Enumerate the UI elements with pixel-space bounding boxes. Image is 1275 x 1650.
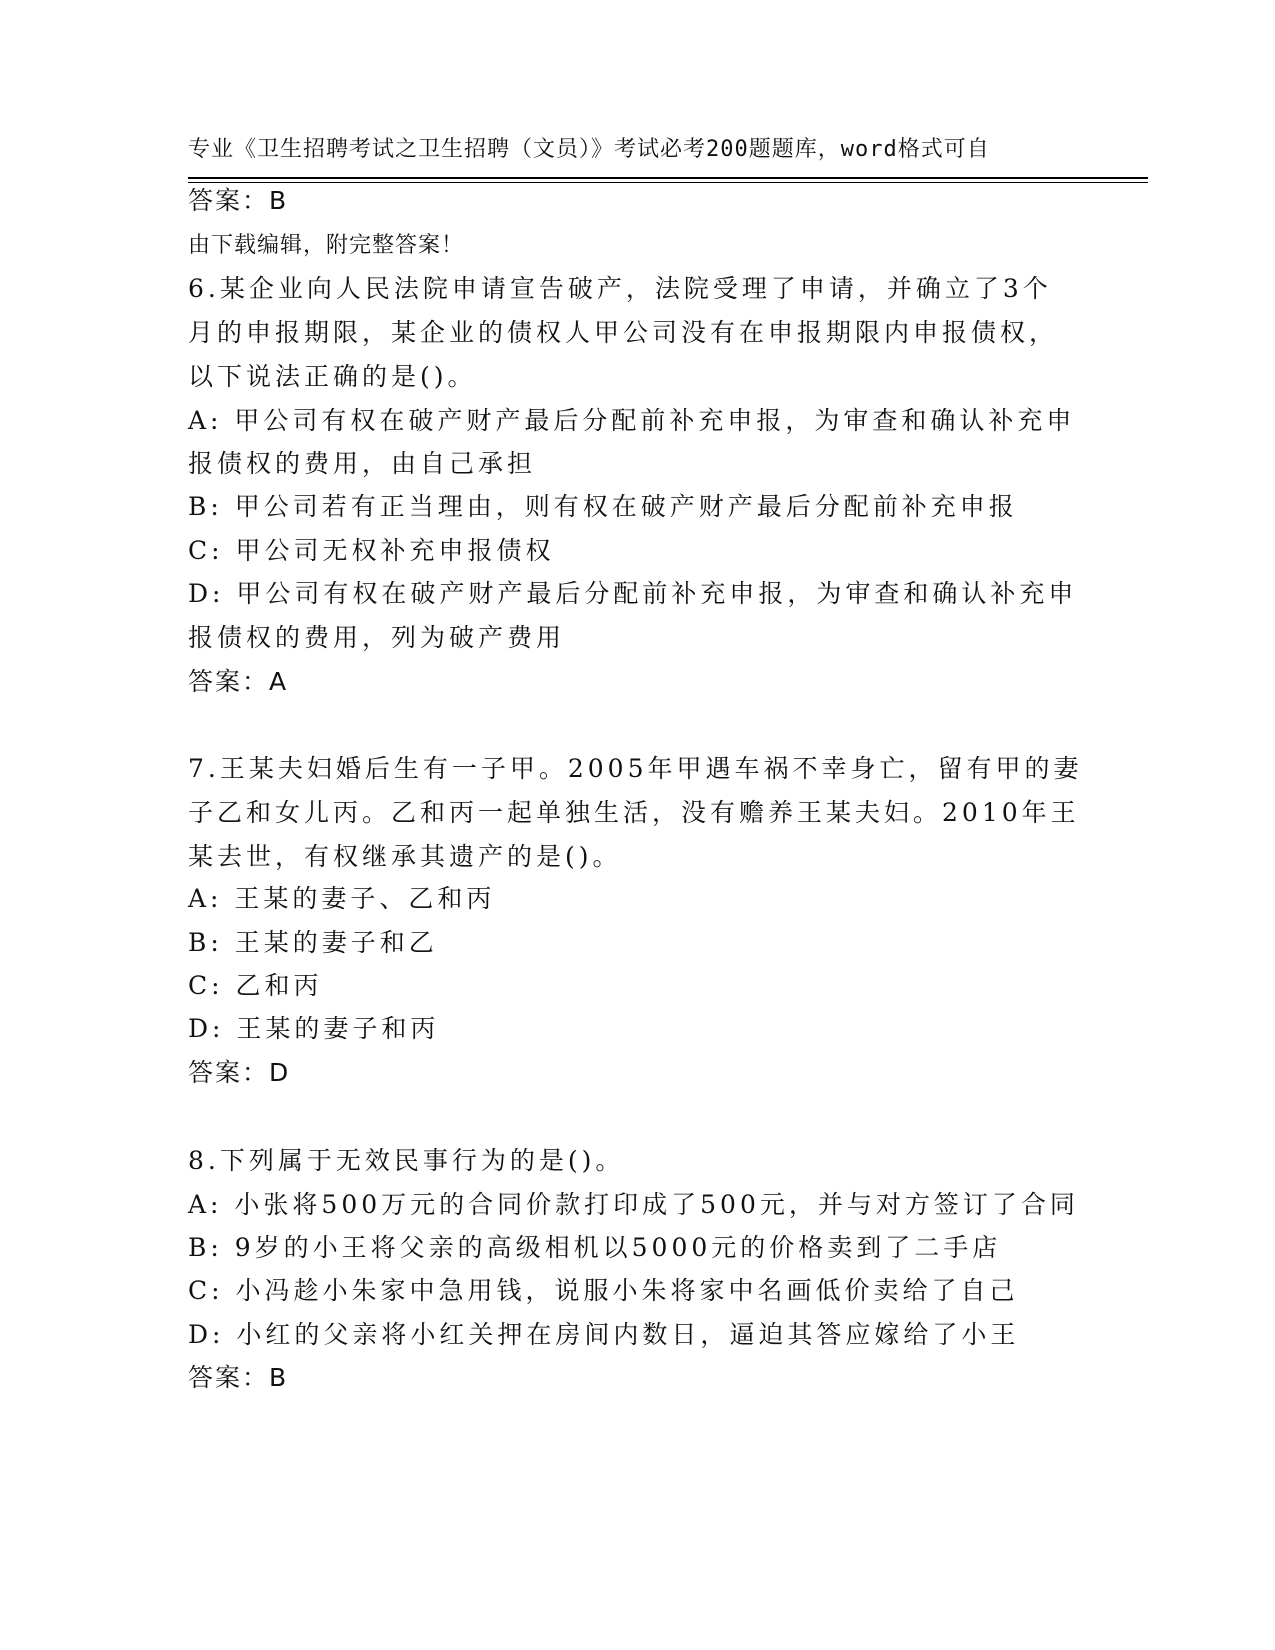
q6-option-c: C: 甲公司无权补充申报债权 [188,536,555,565]
q7-stem-line-1: 7.王某夫妇婚后生有一子甲。2005年甲遇车祸不幸身亡，留有甲的妻 [188,754,1083,783]
q6-stem-line-2: 月的申报期限，某企业的债权人甲公司没有在申报期限内申报债权， [188,318,1059,347]
q7-stem-line-3: 某去世，有权继承其遗产的是()。 [188,842,622,871]
q6-option-d-line-1: D: 甲公司有权在破产财产最后分配前补充申报，为审查和确认补充申 [188,579,1078,608]
answer-q6: 答案：A [188,667,289,696]
header-line-2: 由下载编辑，附完整答案！ [188,233,465,258]
header-divider-thin [188,182,1148,183]
q6-option-d-line-2: 报债权的费用，列为破产费用 [188,623,566,652]
q7-option-b: B: 王某的妻子和乙 [188,928,438,957]
q6-option-a-line-2: 报债权的费用，由自己承担 [188,449,537,478]
q8-stem: 8.下列属于无效民事行为的是()。 [188,1146,625,1175]
q7-option-a: A: 王某的妻子、乙和丙 [188,884,496,913]
q6-option-b: B: 甲公司若有正当理由，则有权在破产财产最后分配前补充申报 [188,492,1018,521]
q6-stem-line-3: 以下说法正确的是()。 [188,362,477,391]
q8-option-b: B: 9岁的小王将父亲的高级相机以5000元的价格卖到了二手店 [188,1233,1002,1262]
q8-option-c: C: 小冯趁小朱家中急用钱，说服小朱将家中名画低价卖给了自己 [188,1276,1019,1305]
header-line-1: 专业《卫生招聘考试之卫生招聘（文员）》考试必考200题题库，word格式可自 [188,137,990,162]
q8-option-a: A: 小张将500万元的合同价款打印成了500元，并与对方签订了合同 [188,1190,1079,1219]
header-divider-thick [188,177,1148,179]
q6-option-a-line-1: A: 甲公司有权在破产财产最后分配前补充申报，为审查和确认补充申 [188,406,1076,435]
answer-q7: 答案：D [188,1058,291,1087]
q7-option-d: D: 王某的妻子和丙 [188,1014,440,1043]
q8-option-d: D: 小红的父亲将小红关押在房间内数日，逼迫其答应嫁给了小王 [188,1320,1020,1349]
q6-stem-line-1: 6.某企业向人民法院申请宣告破产，法院受理了申请，并确立了3个 [188,274,1052,303]
answer-q8: 答案：B [188,1363,289,1392]
q7-stem-line-2: 子乙和女儿丙。乙和丙一起单独生活，没有赡养王某夫妇。2010年王 [188,798,1080,827]
answer-q5: 答案：B [188,186,289,215]
q7-option-c: C: 乙和丙 [188,971,323,1000]
